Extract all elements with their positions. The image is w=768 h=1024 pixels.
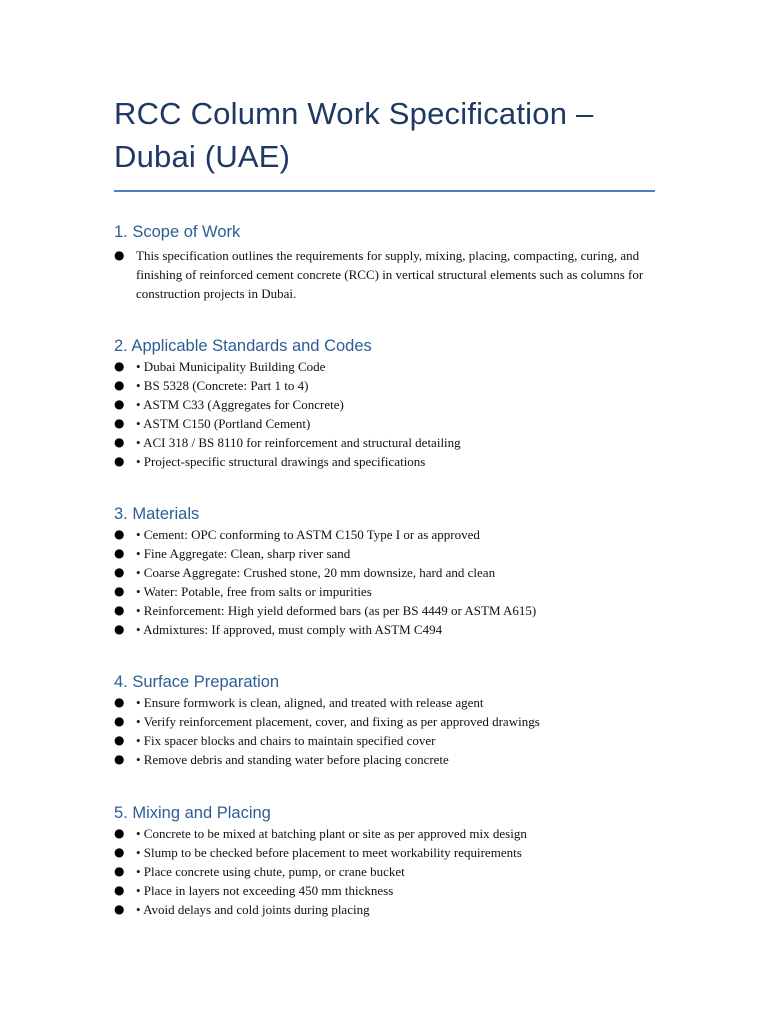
list-item-text: • Project-specific structural drawings and specifications [136, 454, 426, 469]
bullet-list [114, 357, 655, 471]
list-item [114, 693, 655, 712]
list-item [114, 824, 655, 843]
list-item-text: • Ensure formwork is clean, aligned, and treated with release agent [136, 695, 484, 710]
bullet-dot-icon: ● [114, 546, 125, 560]
list-item-text: • ACI 318 / BS 8110 for reinforcement and structural detailing [136, 435, 461, 450]
bullet-dot-icon: ● [114, 603, 125, 617]
list-item [114, 900, 655, 919]
bullet-dot-icon: ● [114, 864, 125, 878]
list-item-text: • Place concrete using chute, pump, or crane bucket [136, 864, 405, 879]
bullet-dot-icon: ● [114, 826, 125, 840]
list-item [114, 862, 655, 881]
document-page [114, 92, 655, 919]
list-item-text: • BS 5328 (Concrete: Part 1 to 4) [136, 378, 309, 393]
list-item [114, 601, 655, 620]
bullet-dot-icon: ● [114, 695, 125, 709]
list-item-text: • Concrete to be mixed at batching plant or site as per approved mix design [136, 826, 527, 841]
list-item-text: • Fine Aggregate: Clean, sharp river sand [136, 546, 351, 561]
bullet-dot-icon: ● [114, 752, 125, 766]
list-item-text: • Admixtures: If approved, must comply with ASTM C494 [136, 622, 443, 637]
list-item [114, 433, 655, 452]
list-item-text: • Dubai Municipality Building Code [136, 359, 326, 374]
bullet-dot-icon: ● [114, 565, 125, 579]
list-item [114, 246, 655, 303]
section-heading: 5. Mixing and Placing [114, 804, 271, 822]
list-item-text: • Cement: OPC conforming to ASTM C150 Type I or as approved [136, 527, 480, 542]
bullet-dot-icon: ● [114, 845, 125, 859]
section-mixing-and-placing [114, 802, 655, 919]
section-applicable-standards [114, 335, 655, 471]
bullet-dot-icon: ● [114, 714, 125, 728]
bullet-dot-icon: ● [114, 584, 125, 598]
section-heading: 4. Surface Preparation [114, 673, 280, 691]
list-item-text: • ASTM C150 (Portland Cement) [136, 416, 311, 431]
list-item-text: • ASTM C33 (Aggregates for Concrete) [136, 397, 344, 412]
bullet-dot-icon: ● [114, 359, 125, 373]
list-item [114, 525, 655, 544]
section-heading: 1. Scope of Work [114, 223, 241, 241]
list-item [114, 544, 655, 563]
list-item [114, 414, 655, 433]
bullet-dot-icon: ● [114, 435, 125, 449]
list-item-text: • Verify reinforcement placement, cover, and fixing as per approved drawings [136, 714, 540, 729]
bullet-dot-icon: ● [114, 883, 125, 897]
list-item [114, 452, 655, 471]
section-scope-of-work [114, 221, 655, 303]
list-item [114, 357, 655, 376]
list-item [114, 376, 655, 395]
section-heading: 3. Materials [114, 505, 200, 523]
bullet-dot-icon: ● [114, 416, 125, 430]
list-item-text: This specification outlines the requirements for supply, mixing, placing, compacting, curing, and finishing of reinforced cement concrete (RCC) in vertical structural elements such as columns for construction projects in Dubai. [136, 248, 644, 301]
list-item [114, 712, 655, 731]
bullet-list [114, 246, 655, 303]
bullet-list [114, 693, 655, 769]
list-item [114, 843, 655, 862]
list-item [114, 563, 655, 582]
document-title: RCC Column Work Specification – Dubai (UAE) [114, 92, 655, 192]
bullet-dot-icon: ● [114, 397, 125, 411]
bullet-dot-icon: ● [114, 527, 125, 541]
bullet-list [114, 525, 655, 639]
list-item [114, 750, 655, 769]
list-item [114, 395, 655, 414]
list-item-text: • Remove debris and standing water before placing concrete [136, 752, 449, 767]
list-item-text: • Place in layers not exceeding 450 mm thickness [136, 883, 394, 898]
list-item-text: • Reinforcement: High yield deformed bars (as per BS 4449 or ASTM A615) [136, 603, 537, 618]
list-item-text: • Coarse Aggregate: Crushed stone, 20 mm downsize, hard and clean [136, 565, 496, 580]
bullet-dot-icon: ● [114, 733, 125, 747]
list-item [114, 620, 655, 639]
bullet-dot-icon: ● [114, 454, 125, 468]
list-item [114, 582, 655, 601]
bullet-dot-icon: ● [114, 622, 125, 636]
list-item-text: • Water: Potable, free from salts or impurities [136, 584, 372, 599]
list-item-text: • Avoid delays and cold joints during placing [136, 902, 370, 917]
bullet-dot-icon: ● [114, 378, 125, 392]
section-materials [114, 503, 655, 639]
bullet-list [114, 824, 655, 919]
list-item [114, 881, 655, 900]
list-item-text: • Fix spacer blocks and chairs to maintain specified cover [136, 733, 436, 748]
list-item [114, 731, 655, 750]
section-surface-preparation [114, 671, 655, 769]
list-item-text: • Slump to be checked before placement to meet workability requirements [136, 845, 522, 860]
bullet-dot-icon: ● [114, 248, 125, 262]
bullet-dot-icon: ● [114, 902, 125, 916]
section-heading: 2. Applicable Standards and Codes [114, 337, 372, 355]
